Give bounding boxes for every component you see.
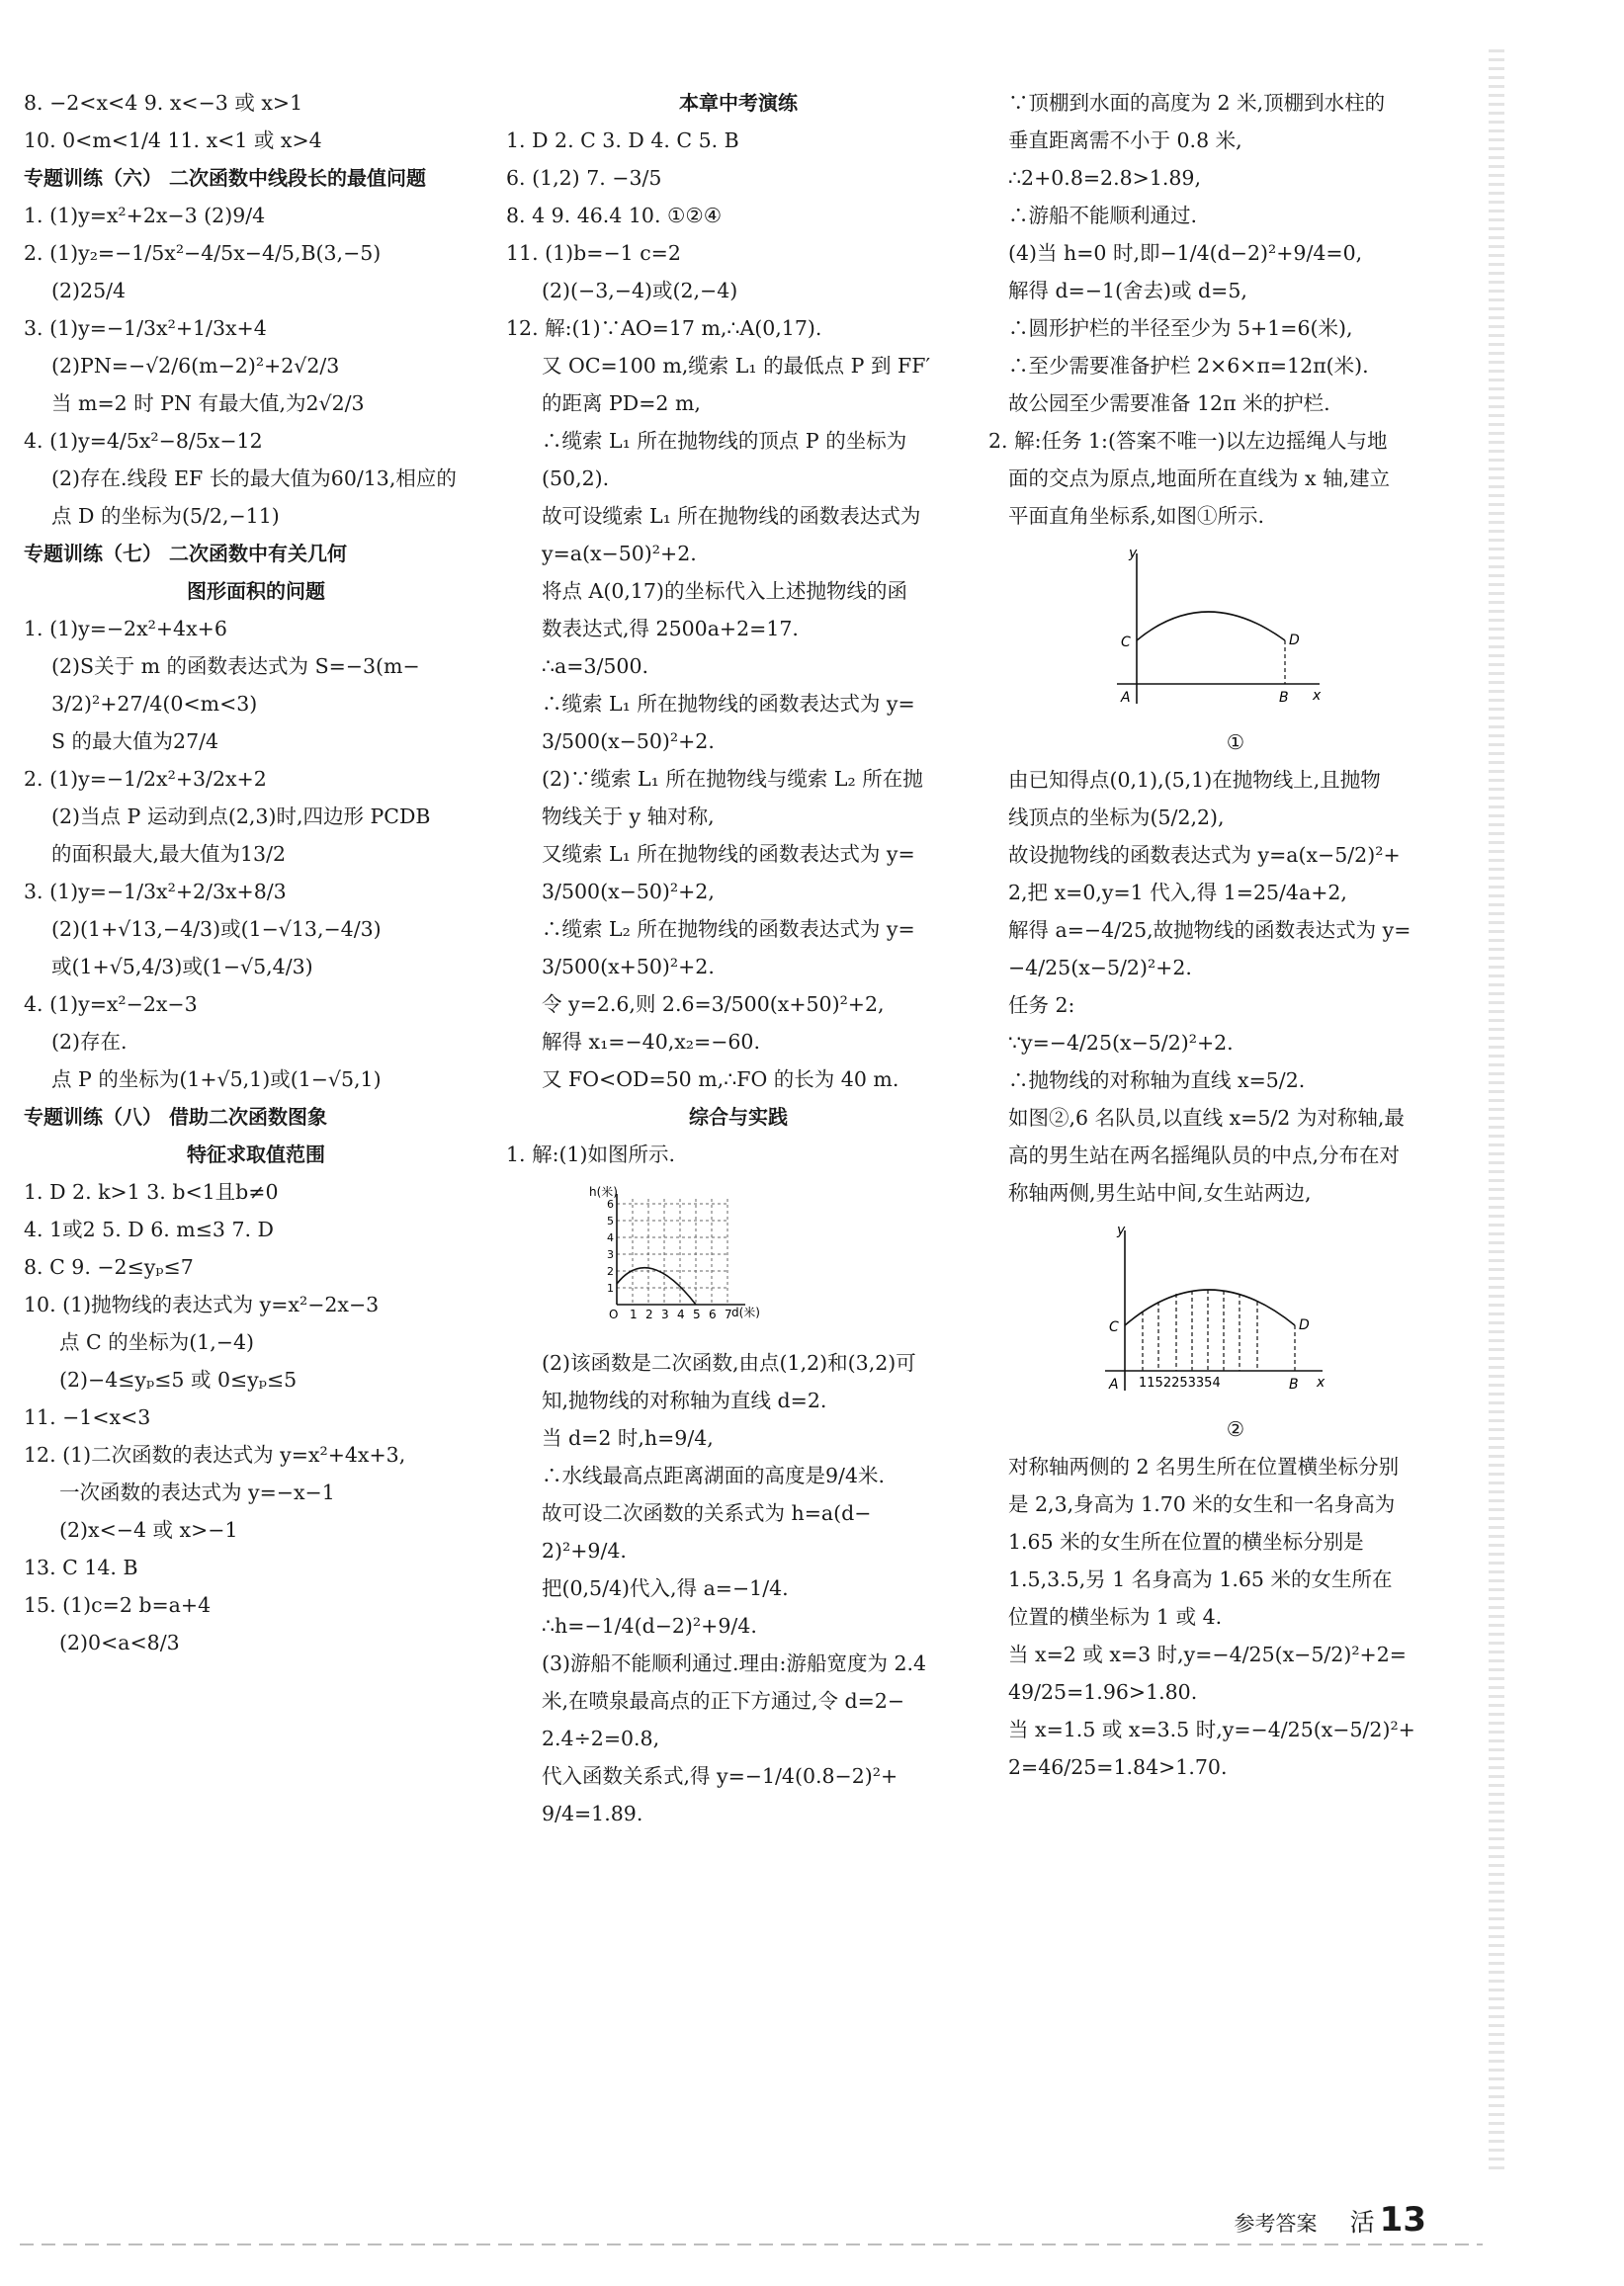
rope-curve bbox=[1125, 1290, 1295, 1325]
answer-line: 当 x=1.5 或 x=3.5 时,y=−4/25(x−5/2)²+ bbox=[1008, 1718, 1415, 1741]
y-axis-label: y bbox=[1129, 546, 1138, 561]
answer-line: ∴缆索 L₁ 所在抛物线的函数表达式为 y= bbox=[542, 692, 915, 716]
answer-line: 把(0,5/4)代入,得 a=−1/4. bbox=[542, 1576, 789, 1600]
answer-line: 一次函数的表达式为 y=−x−1 bbox=[59, 1481, 335, 1504]
answer-line: 高的男生站在两名摇绳队员的中点,分布在对 bbox=[1008, 1143, 1401, 1167]
answer-line: (3)游船不能顺利通过.理由:游船宽度为 2.4 bbox=[542, 1651, 927, 1675]
answer-line: 2. 解:任务 1:(答案不唯一)以左边摇绳人与地 bbox=[988, 429, 1388, 453]
x-tick: 7 bbox=[725, 1308, 732, 1321]
answer-line: 1. (1)y=x²+2x−3 (2)9/4 bbox=[24, 204, 266, 227]
answer-line: (2)PN=−√2/6(m−2)²+2√2/3 bbox=[51, 354, 340, 378]
answer-column-2 bbox=[506, 91, 971, 1839]
fountain-graph bbox=[587, 1184, 785, 1334]
y-tick: 4 bbox=[607, 1231, 614, 1244]
answer-line: 故公园至少需要准备 12π 米的护栏. bbox=[1008, 391, 1330, 415]
answer-line: ∴圆形护栏的半径至少为 5+1=6(米), bbox=[1008, 316, 1353, 340]
answer-line: 3/2)²+27/4(0<m<3) bbox=[51, 692, 258, 716]
answer-line: 1. 解:(1)如图所示. bbox=[506, 1143, 676, 1166]
point-label: D bbox=[1289, 633, 1300, 648]
answer-line: 位置的横坐标为 1 或 4. bbox=[1008, 1605, 1223, 1629]
student-lines bbox=[1143, 1290, 1295, 1371]
answer-line: (2)(−3,−4)或(2,−4) bbox=[542, 279, 738, 302]
y-tick: 3 bbox=[607, 1248, 614, 1261]
answer-line: 2,把 x=0,y=1 代入,得 1=25/4a+2, bbox=[1008, 881, 1347, 904]
answer-line: 10. 0<m<1/4 11. x<1 或 x>4 bbox=[24, 128, 322, 152]
answer-line: (2)x<−4 或 x>−1 bbox=[59, 1518, 238, 1542]
answer-line: 物线关于 y 轴对称, bbox=[542, 804, 715, 828]
x-tick-labels: 1152253354 bbox=[1139, 1376, 1221, 1391]
answer-line: 8. 4 9. 46.4 10. ①②④ bbox=[506, 204, 723, 227]
answer-line: 4. (1)y=x²−2x−3 bbox=[24, 992, 198, 1016]
x-tick: 4 bbox=[677, 1308, 685, 1321]
section-heading: 图形面积的问题 bbox=[187, 579, 325, 603]
answer-line: 面的交点为原点,地面所在直线为 x 轴,建立 bbox=[1008, 466, 1391, 490]
answer-line: (2)当点 P 运动到点(2,3)时,四边形 PCDB bbox=[51, 804, 431, 828]
page-number: 13 bbox=[1379, 2200, 1426, 2240]
answer-line: ∵顶棚到水面的高度为 2 米,顶棚到水柱的 bbox=[1008, 91, 1386, 115]
answer-line: 故可设二次函数的关系式为 h=a(d− bbox=[542, 1501, 872, 1525]
answer-line: 数表达式,得 2500a+2=17. bbox=[542, 617, 799, 640]
answer-line: 2. (1)y₂=−1/5x²−4/5x−4/5,B(3,−5) bbox=[24, 241, 382, 265]
answer-key-label: 参考答案 bbox=[1234, 2212, 1318, 2236]
answer-line: 2=46/25=1.84>1.70. bbox=[1008, 1755, 1228, 1779]
answer-line: ∴缆索 L₁ 所在抛物线的顶点 P 的坐标为 bbox=[542, 429, 907, 453]
answer-line: y=a(x−50)²+2. bbox=[542, 542, 697, 565]
answer-line: 13. C 14. B bbox=[24, 1556, 138, 1579]
page-edge-binding bbox=[1489, 49, 1504, 2174]
section-heading: 本章中考演练 bbox=[679, 91, 798, 115]
answer-line: ∴h=−1/4(d−2)²+9/4. bbox=[542, 1614, 757, 1638]
answer-line: 故可设缆索 L₁ 所在抛物线的函数表达式为 bbox=[542, 504, 921, 528]
answer-line: 3/500(x−50)²+2. bbox=[542, 729, 715, 753]
answer-line: 令 y=2.6,则 2.6=3/500(x+50)²+2, bbox=[542, 992, 885, 1016]
answer-line: 的面积最大,最大值为13/2 bbox=[51, 842, 287, 866]
answer-line: (2)−4≤yₚ≤5 或 0≤yₚ≤5 bbox=[59, 1368, 298, 1392]
rope-graph-2 bbox=[1085, 1223, 1342, 1400]
answer-line: 当 x=2 或 x=3 时,y=−4/25(x−5/2)²+2= bbox=[1008, 1643, 1407, 1666]
bottom-rule bbox=[20, 2244, 1483, 2245]
parabola-curve bbox=[617, 1268, 696, 1305]
answer-line: 解得 x₁=−40,x₂=−60. bbox=[542, 1030, 760, 1054]
answer-line: 当 d=2 时,h=9/4, bbox=[542, 1426, 714, 1450]
answer-line: 点 D 的坐标为(5/2,−11) bbox=[51, 504, 280, 528]
section-heading: 综合与实践 bbox=[689, 1105, 788, 1129]
answer-line: 3. (1)y=−1/3x²+2/3x+8/3 bbox=[24, 880, 287, 903]
answer-line: 12. (1)二次函数的表达式为 y=x²+4x+3, bbox=[24, 1443, 406, 1467]
y-tick: 1 bbox=[607, 1282, 614, 1295]
answer-line: ∴缆索 L₂ 所在抛物线的函数表达式为 y= bbox=[542, 917, 915, 941]
x-tick-labels bbox=[609, 1308, 732, 1321]
x-axis-label: x bbox=[1317, 1375, 1325, 1391]
answer-line: 12. 解:(1)∵AO=17 m,∴A(0,17). bbox=[506, 316, 822, 340]
y-axis-label: h(米) bbox=[589, 1185, 618, 1199]
answer-line: 1. (1)y=−2x²+4x+6 bbox=[24, 617, 227, 640]
answer-line: 4. (1)y=4/5x²−8/5x−12 bbox=[24, 429, 263, 453]
answer-line: 8. −2<x<4 9. x<−3 或 x>1 bbox=[24, 91, 303, 115]
x-axis-label: x bbox=[1313, 688, 1322, 704]
answer-line: 解得 d=−1(舍去)或 d=5, bbox=[1008, 279, 1247, 302]
answer-column-3 bbox=[988, 91, 1463, 1793]
rope-curve bbox=[1137, 612, 1285, 640]
answer-line: S 的最大值为27/4 bbox=[51, 729, 219, 753]
point-label: D bbox=[1299, 1317, 1310, 1333]
answer-line: 1. D 2. C 3. D 4. C 5. B bbox=[506, 128, 739, 152]
y-axis-label: y bbox=[1117, 1223, 1126, 1238]
answer-line: (2)∵缆索 L₁ 所在抛物线与缆索 L₂ 所在抛 bbox=[542, 767, 923, 791]
answer-line: ∴游船不能顺利通过. bbox=[1008, 204, 1198, 227]
answer-line: 线顶点的坐标为(5/2,2), bbox=[1008, 805, 1225, 829]
answer-line: 解得 a=−4/25,故抛物线的函数表达式为 y= bbox=[1008, 918, 1411, 942]
answer-line: 6. (1,2) 7. −3/5 bbox=[506, 166, 662, 190]
y-tick-labels bbox=[607, 1198, 614, 1295]
section-heading: 专题训练（六） 二次函数中线段长的最值问题 bbox=[24, 166, 426, 190]
answer-line: (2)存在.线段 EF 长的最大值为60/13,相应的 bbox=[51, 466, 457, 490]
answer-line: 任务 2: bbox=[1008, 993, 1075, 1017]
answer-line: 10. (1)抛物线的表达式为 y=x²−2x−3 bbox=[24, 1293, 380, 1316]
y-tick: 2 bbox=[607, 1265, 614, 1278]
point-label: C bbox=[1121, 635, 1131, 650]
answer-line: 代入函数关系式,得 y=−1/4(0.8−2)²+ bbox=[542, 1764, 898, 1788]
x-axis-label: d(米) bbox=[731, 1306, 760, 1319]
answer-line: 是 2,3,身高为 1.70 米的女生和一名身高为 bbox=[1008, 1492, 1396, 1516]
x-tick: 2 bbox=[645, 1308, 653, 1321]
answer-line: ∴a=3/500. bbox=[542, 654, 649, 678]
answer-line: ① bbox=[1226, 730, 1245, 754]
point-label: C bbox=[1109, 1319, 1119, 1335]
answer-line: 米,在喷泉最高点的正下方通过,令 d=2− bbox=[542, 1689, 905, 1713]
point-label: A bbox=[1121, 690, 1131, 706]
series-mark: 活 bbox=[1349, 2208, 1375, 2237]
y-tick: 6 bbox=[607, 1198, 614, 1211]
answer-line: −4/25(x−5/2)²+2. bbox=[1008, 956, 1192, 979]
answer-line: 又 FO<OD=50 m,∴FO 的长为 40 m. bbox=[542, 1067, 899, 1091]
answer-line: 3/500(x−50)²+2, bbox=[542, 880, 715, 903]
answer-line: 垂直距离需不小于 0.8 米, bbox=[1008, 128, 1242, 152]
answer-line: 故设抛物线的函数表达式为 y=a(x−5/2)²+ bbox=[1008, 843, 1401, 867]
answer-line: 2)²+9/4. bbox=[542, 1539, 627, 1563]
page-footer bbox=[1234, 2200, 1426, 2240]
answer-line: (2)25/4 bbox=[51, 279, 127, 302]
answer-line: 3/500(x+50)²+2. bbox=[542, 955, 715, 978]
answer-line: ∴抛物线的对称轴为直线 x=5/2. bbox=[1008, 1068, 1306, 1092]
answer-line: ∴至少需要准备护栏 2×6×π=12π(米). bbox=[1008, 354, 1369, 378]
x-tick: O bbox=[609, 1308, 619, 1321]
answer-line: 49/25=1.96>1.80. bbox=[1008, 1680, 1198, 1704]
answer-line: 当 m=2 时 PN 有最大值,为2√2/3 bbox=[51, 391, 365, 415]
point-label: B bbox=[1289, 1377, 1299, 1393]
answer-line: 如图②,6 名队员,以直线 x=5/2 为对称轴,最 bbox=[1008, 1106, 1405, 1130]
answer-line: 称轴两侧,男生站中间,女生站两边, bbox=[1008, 1181, 1312, 1205]
answer-line: 由已知得点(0,1),(5,1)在抛物线上,且抛物 bbox=[1008, 768, 1381, 792]
answer-line: (2)该函数是二次函数,由点(1,2)和(3,2)可 bbox=[542, 1351, 916, 1375]
answer-line: 或(1+√5,4/3)或(1−√5,4/3) bbox=[51, 955, 313, 978]
answer-line: 3. (1)y=−1/3x²+1/3x+4 bbox=[24, 316, 267, 340]
rope-graph-1 bbox=[1097, 546, 1334, 714]
answer-line: (2)(1+√13,−4/3)或(1−√13,−4/3) bbox=[51, 917, 382, 941]
answer-line: 4. 1或2 5. D 6. m≤3 7. D bbox=[24, 1218, 274, 1241]
answer-line: 点 P 的坐标为(1+√5,1)或(1−√5,1) bbox=[51, 1067, 382, 1091]
answer-line: (2)S关于 m 的函数表达式为 S=−3(m− bbox=[51, 654, 420, 678]
answer-line: 9/4=1.89. bbox=[542, 1802, 643, 1825]
answer-line: 1. D 2. k>1 3. b<1且b≠0 bbox=[24, 1180, 279, 1204]
answer-line: 8. C 9. −2≤yₚ≤7 bbox=[24, 1255, 194, 1279]
point-label: B bbox=[1279, 690, 1289, 706]
section-heading: 特征求取值范围 bbox=[187, 1143, 325, 1166]
answer-line: 1.65 米的女生所在位置的横坐标分别是 bbox=[1008, 1530, 1364, 1554]
answer-line: (2)0<a<8/3 bbox=[59, 1631, 180, 1654]
answer-line: 11. −1<x<3 bbox=[24, 1405, 151, 1429]
section-heading: 专题训练（八） 借助二次函数图象 bbox=[24, 1105, 327, 1129]
answer-line: 将点 A(0,17)的坐标代入上述抛物线的函 bbox=[542, 579, 907, 603]
answer-line: (4)当 h=0 时,即−1/4(d−2)²+9/4=0, bbox=[1008, 241, 1363, 265]
x-tick: 3 bbox=[661, 1308, 669, 1321]
answer-line: 1.5,3.5,另 1 名身高为 1.65 米的女生所在 bbox=[1008, 1567, 1393, 1591]
answer-line: 点 C 的坐标为(1,−4) bbox=[59, 1330, 254, 1354]
answer-line: 知,抛物线的对称轴为直线 d=2. bbox=[542, 1389, 827, 1412]
answer-line: (50,2). bbox=[542, 466, 610, 490]
answer-line: ∴2+0.8=2.8>1.89, bbox=[1008, 166, 1201, 190]
answer-line: 对称轴两侧的 2 名男生所在位置横坐标分别 bbox=[1008, 1455, 1400, 1479]
answer-line: 11. (1)b=−1 c=2 bbox=[506, 241, 681, 265]
answer-line: 15. (1)c=2 b=a+4 bbox=[24, 1593, 212, 1617]
answer-line: 平面直角坐标系,如图①所示. bbox=[1008, 504, 1265, 528]
answer-line: ∴水线最高点距离湖面的高度是9/4米. bbox=[542, 1464, 886, 1487]
point-label: A bbox=[1109, 1377, 1119, 1393]
answer-line: 2. (1)y=−1/2x²+3/2x+2 bbox=[24, 767, 267, 791]
dashed-grid bbox=[617, 1199, 727, 1305]
x-tick: 6 bbox=[709, 1308, 717, 1321]
answer-line: 又缆索 L₁ 所在抛物线的函数表达式为 y= bbox=[542, 842, 915, 866]
answer-line: 的距离 PD=2 m, bbox=[542, 391, 701, 415]
section-heading: 专题训练（七） 二次函数中有关几何 bbox=[24, 542, 347, 565]
answer-line: 2.4÷2=0.8, bbox=[542, 1727, 660, 1750]
answer-line: ∵y=−4/25(x−5/2)²+2. bbox=[1008, 1031, 1234, 1055]
y-tick: 5 bbox=[607, 1215, 614, 1228]
answer-line: (2)存在. bbox=[51, 1030, 128, 1054]
answer-line: ② bbox=[1226, 1417, 1245, 1441]
x-tick: 5 bbox=[693, 1308, 701, 1321]
answer-line: 又 OC=100 m,缆索 L₁ 的最低点 P 到 FF′ bbox=[542, 354, 931, 378]
x-tick: 1 bbox=[630, 1308, 638, 1321]
answer-column-1 bbox=[24, 91, 488, 1668]
